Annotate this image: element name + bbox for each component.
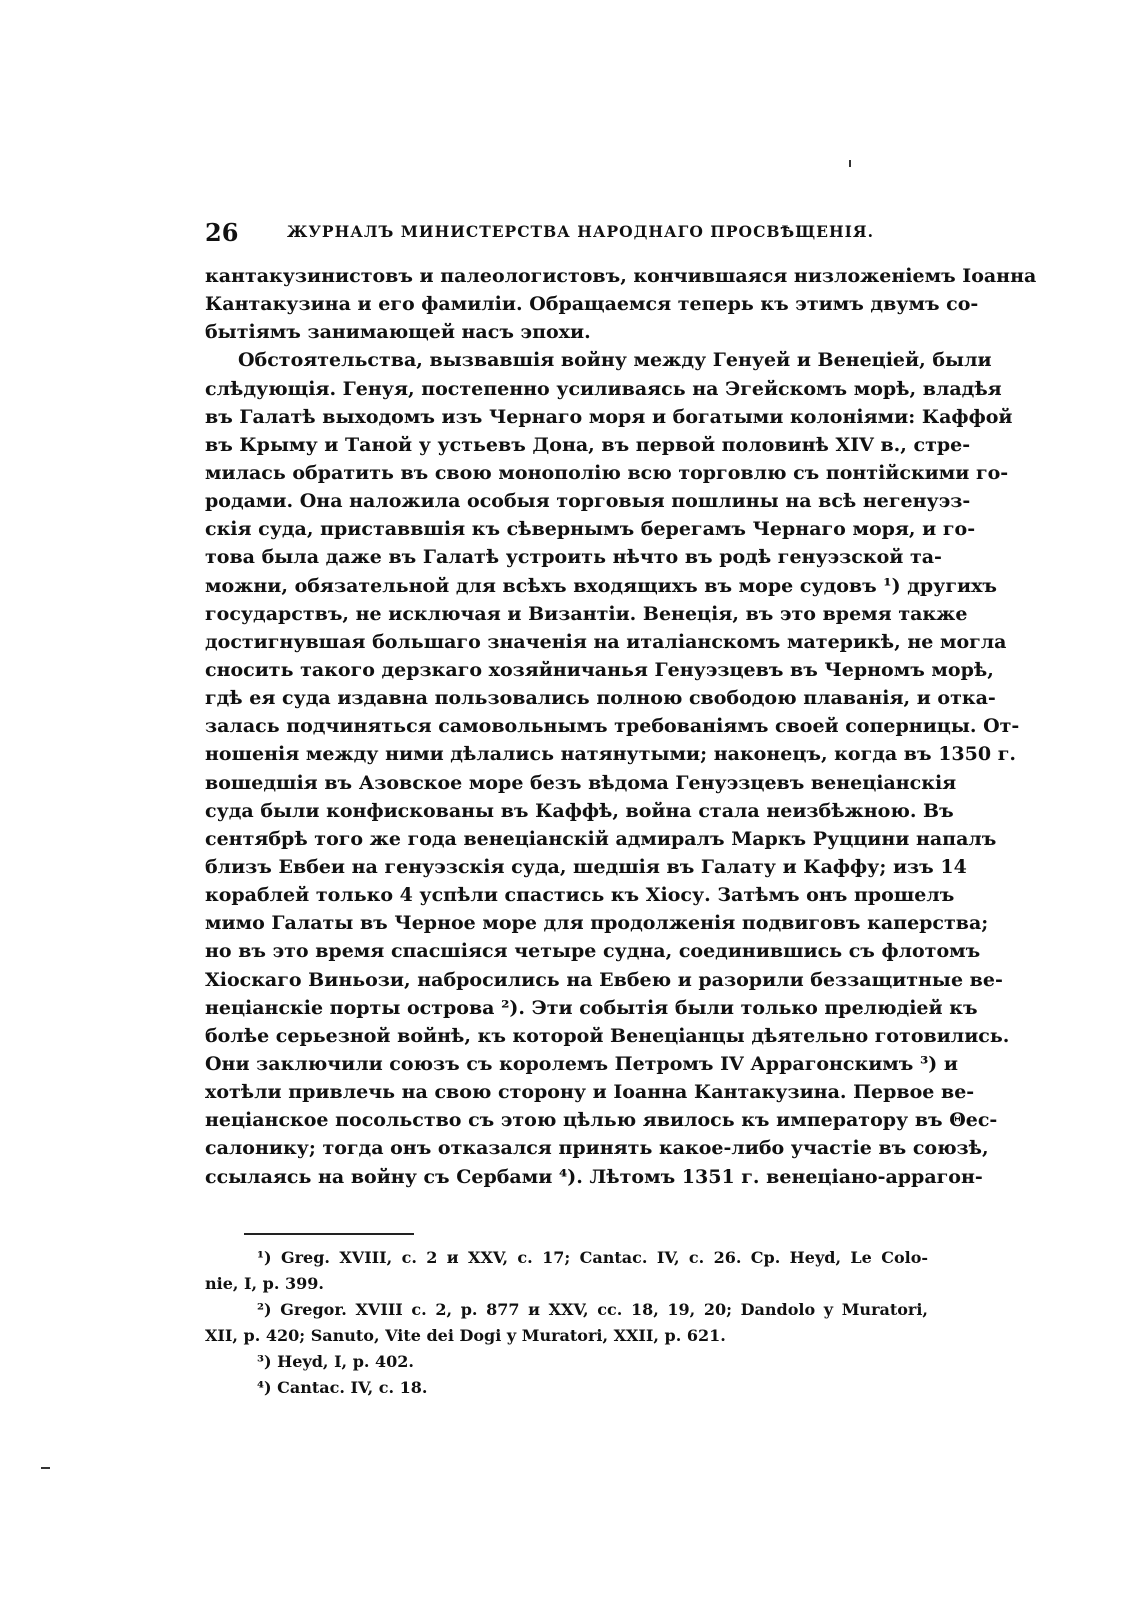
text-line: неціанскіе порты острова ²). Эти событія были только прелюдіей къ xyxy=(205,996,978,1019)
text-line: можни, обязательной для всѣхъ входящихъ въ море судовъ ¹) другихъ xyxy=(205,574,997,597)
text-line: родами. Она наложила особыя торговыя пошлины на всѣ негенуэз- xyxy=(205,490,971,513)
text-line: достигнувшая большаго значенія на италіанскомъ материкѣ, не могла xyxy=(205,630,1007,653)
text-line: ссылаясь на войну съ Сербами ⁴). Лѣтомъ 1351 г. венеціано-аррагон- xyxy=(205,1165,983,1188)
footnote-line: ²) Gregor. XVIII c. 2, p. 877 и XXV, cc. 18, 19, 20; Dandolo y Muratori, xyxy=(257,1300,928,1319)
footnote-line: nie, I, p. 399. xyxy=(205,1274,324,1293)
text-line: близъ Евбеи на генуэзскія суда, шедшія въ Галату и Каффу; изъ 14 xyxy=(205,855,967,878)
text-line: това была даже въ Галатѣ устроить нѣчто въ родѣ генуэзской та- xyxy=(205,546,942,569)
text-line: вошедшія въ Азовское море безъ вѣдома Генуэзцевъ венеціанскія xyxy=(205,771,957,794)
text-line: кораблей только 4 успѣли спастись къ Хіосу. Затѣмъ онъ прошелъ xyxy=(205,884,955,907)
text-line: Хіоскаго Виньози, набросились на Евбею и разорили беззащитные ве- xyxy=(205,968,1003,991)
text-line: мимо Галаты въ Черное море для продолженія подвиговъ каперства; xyxy=(205,912,989,935)
text-line: государствъ, не исключая и Византіи. Венеція, въ это время также xyxy=(205,602,968,625)
text-line: гдѣ ея суда издавна пользовались полною свободою плаванія, и отка- xyxy=(205,687,996,710)
body-text xyxy=(205,262,1037,1191)
text-line: сентябрѣ того же года венеціанскій адмиралъ Маркъ Руццини напалъ xyxy=(205,827,997,850)
text-line: но въ это время спасшіяся четыре судна, соединившись съ флотомъ xyxy=(205,940,981,963)
text-line: болѣе серьезной войнѣ, къ которой Венеціанцы дѣятельно готовились. xyxy=(205,1024,1010,1047)
text-line: ношенія между ними дѣлались натянутыми; наконецъ, когда въ 1350 г. xyxy=(205,743,1016,766)
text-line: въ Галатѣ выходомъ изъ Чернаго моря и богатыми колоніями: Каффой xyxy=(205,405,1013,428)
text-line: Обстоятельства, вызвавшія войну между Генуей и Венеціей, были xyxy=(238,349,992,372)
text-line: суда были конфискованы въ Каффѣ, война стала неизбѣжною. Въ xyxy=(205,799,954,822)
text-line: бытіямъ занимающей насъ эпохи. xyxy=(205,321,591,344)
text-line: кантакузинистовъ и палеологистовъ, кончившаяся низложеніемъ Іоанна xyxy=(205,265,1037,287)
footnote-line: ⁴) Cantac. IV, c. 18. xyxy=(257,1378,428,1397)
text-line: салонику; тогда онъ отказался принять какое-либо участіе въ союзѣ, xyxy=(205,1137,989,1160)
text-line: залась подчиняться самовольнымъ требованіямъ своей соперницы. От- xyxy=(205,715,1020,738)
text-line: слѣдующія. Генуя, постепенно усиливаясь на Эгейскомъ морѣ, владѣя xyxy=(205,377,1002,400)
text-line: въ Крыму и Таной у устьевъ Дона, въ первой половинѣ XIV в., стре- xyxy=(205,433,971,456)
ink-speck xyxy=(849,160,851,167)
ink-speck xyxy=(41,1467,50,1469)
text-line: хотѣли привлечь на свою сторону и Іоанна Кантакузина. Первое ве- xyxy=(205,1081,975,1104)
page-header xyxy=(205,218,935,248)
page-number: 26 xyxy=(205,218,239,247)
text-line: скія суда, приставвшія къ сѣвернымъ берегамъ Чернаго моря, и го- xyxy=(205,518,976,541)
footnote-line: ¹) Greg. XVIII, c. 2 и XXV, c. 17; Cantac. IV, c. 26. Cp. Heyd, Le Colo- xyxy=(257,1248,928,1267)
footnotes xyxy=(205,1245,928,1401)
text-line: неціанское посольство съ этою цѣлью явилось къ императору въ Θес- xyxy=(205,1109,998,1132)
text-line: сносить такого дерзкаго хозяйничанья Генуэзцевъ въ Черномъ морѣ, xyxy=(205,658,994,681)
running-title: ЖУРНАЛЪ МИНИСТЕРСТВА НАРОДНАГО ПРОСВѢЩЕНІЯ. xyxy=(287,222,874,241)
text-line: Кантакузина и его фамиліи. Обращаемся теперь къ этимъ двумъ со- xyxy=(205,293,979,316)
footnote-separator xyxy=(244,1233,414,1235)
text-line: милась обратить въ свою монополію всю торговлю съ понтійскими го- xyxy=(205,461,1009,484)
footnote-line: ³) Heyd, I, p. 402. xyxy=(257,1352,414,1371)
footnote-line: XII, p. 420; Sanuto, Vite dei Dogi y Muratori, XXII, p. 621. xyxy=(205,1326,726,1345)
text-line: Они заключили союзъ съ королемъ Петромъ IV Аррагонскимъ ³) и xyxy=(205,1052,959,1075)
